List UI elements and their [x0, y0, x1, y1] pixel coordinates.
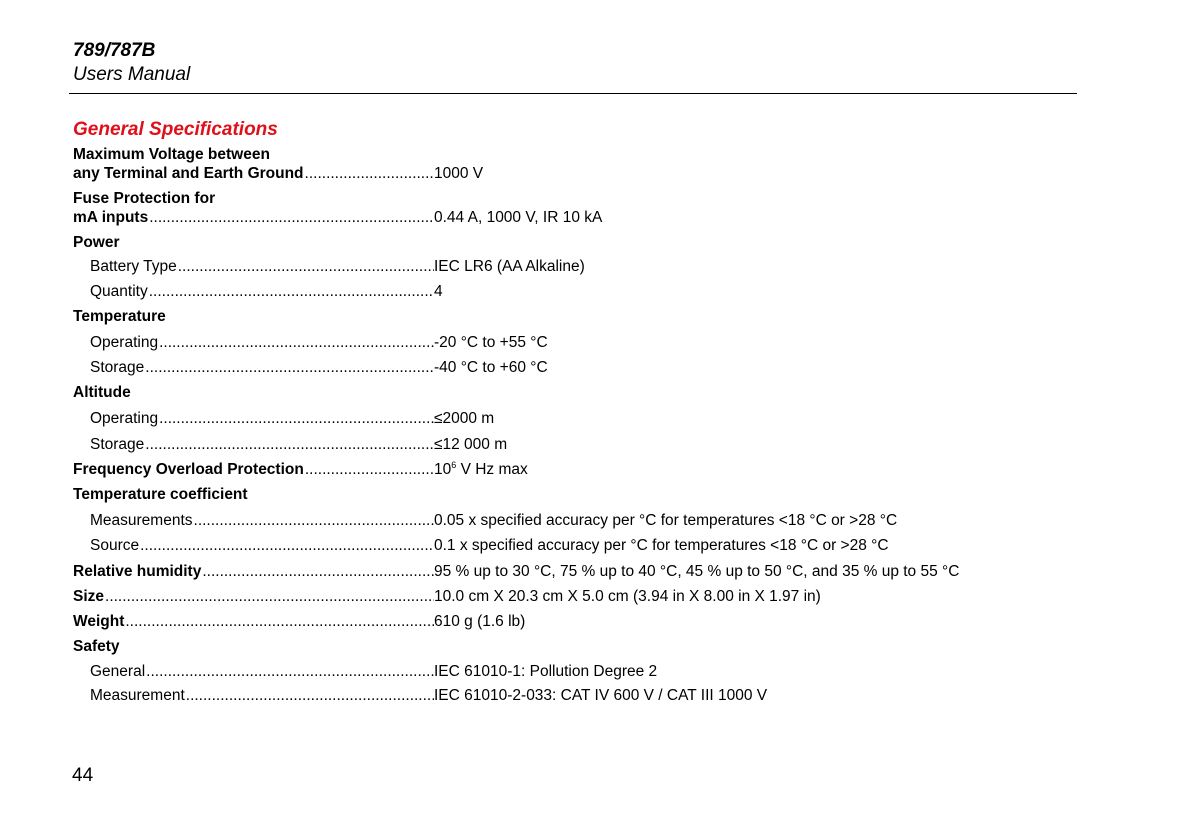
spec-value: ≤2000 m — [434, 410, 495, 427]
fuse-heading: Fuse Protection for — [73, 190, 216, 207]
altitude-heading: Altitude — [73, 384, 131, 401]
spec-value: IEC 61010-2-033: CAT IV 600 V / CAT III 1000 V — [434, 687, 768, 704]
spec-label: General ..... — [90, 661, 434, 683]
section-title: General Specifications — [73, 119, 278, 140]
spec-label: Relative humidity ..... — [73, 561, 434, 583]
safety-heading: Safety — [73, 638, 120, 655]
max-voltage-heading: Maximum Voltage between — [73, 146, 270, 163]
spec-label: Storage ..... — [90, 434, 434, 456]
spec-value: 95 % up to 30 °C, 75 % up to 40 °C, 45 % up to 50 °C, and 35 % up to 55 °C — [434, 563, 960, 580]
spec-value: -40 °C to +60 °C — [434, 359, 548, 376]
frequency-unit: V Hz max — [456, 461, 528, 478]
spec-value: 10.0 cm X 20.3 cm X 5.0 cm (3.94 in X 8.00 in X 1.97 in) — [434, 588, 821, 605]
spec-label: Battery Type ..... — [90, 256, 434, 278]
spec-label: mA inputs ..... — [73, 207, 434, 229]
spec-value: ≤12 000 m — [434, 436, 508, 453]
temp-coeff-heading: Temperature coefficient — [73, 486, 248, 503]
spec-label: Operating ..... — [90, 332, 434, 354]
spec-value: IEC 61010-1: Pollution Degree 2 — [434, 663, 658, 680]
spec-value: 0.05 x specified accuracy per °C for temperatures <18 °C or >28 °C — [434, 512, 898, 529]
manual-subtitle: Users Manual — [73, 64, 191, 85]
spec-value: 1000 V — [434, 165, 484, 182]
model-title: 789/787B — [73, 40, 156, 61]
spec-label: Source ..... — [90, 535, 434, 557]
spec-label: Size ..... — [73, 586, 434, 608]
spec-value: -20 °C to +55 °C — [434, 334, 548, 351]
frequency-exponent: 6 — [451, 460, 457, 470]
spec-label: Weight ..... — [73, 611, 434, 633]
spec-value: IEC LR6 (AA Alkaline) — [434, 258, 585, 275]
page-number: 44 — [72, 765, 94, 786]
spec-label: Quantity ..... — [90, 281, 434, 303]
power-heading: Power — [73, 234, 120, 251]
spec-value: 4 — [434, 283, 443, 300]
spec-label: Frequency Overload Protection ..... — [73, 459, 434, 481]
frequency-base: 10 — [434, 461, 452, 478]
spec-value: 0.1 x specified accuracy per °C for temperatures <18 °C or >28 °C — [434, 537, 889, 554]
spec-value: 610 g (1.6 lb) — [434, 613, 526, 630]
spec-label: Operating ..... — [90, 408, 434, 430]
spec-value: 0.44 A, 1000 V, IR 10 kA — [434, 209, 603, 226]
spec-label: Storage ..... — [90, 357, 434, 379]
spec-value — [434, 459, 528, 481]
spec-label: any Terminal and Earth Ground ..... — [73, 163, 434, 185]
spec-label: Measurements ..... — [90, 510, 434, 532]
spec-label: Measurement ..... — [90, 685, 434, 707]
temperature-heading: Temperature — [73, 308, 166, 325]
header-divider — [69, 93, 1077, 94]
